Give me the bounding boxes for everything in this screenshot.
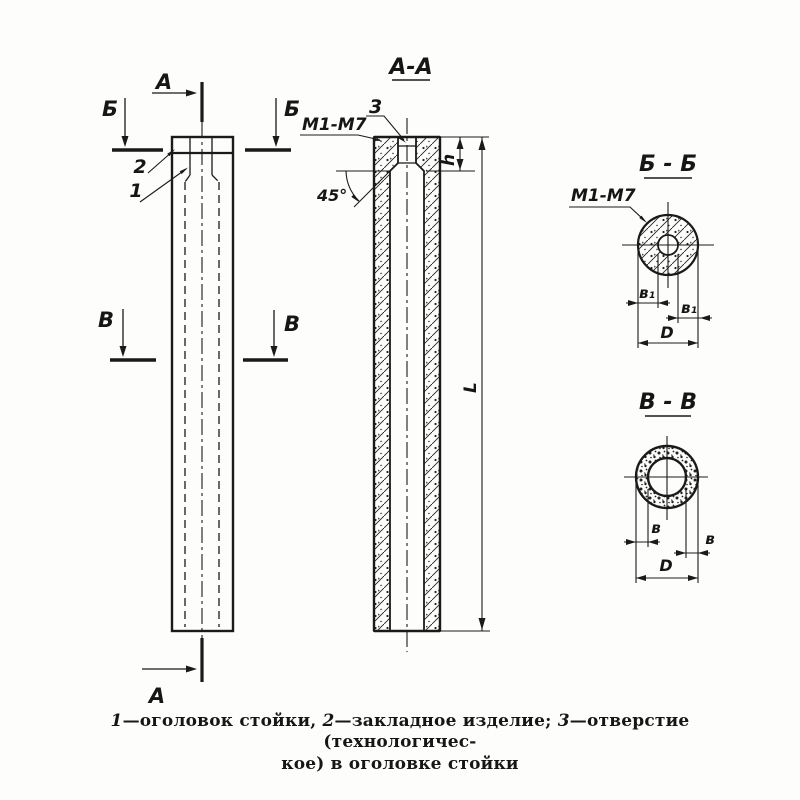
cut-arrow-icon	[186, 666, 197, 673]
m1m7-label: М1-М7	[302, 115, 367, 135]
section-vv	[624, 390, 715, 583]
dim-arrow-icon	[626, 539, 636, 545]
caption-num-3: 3	[557, 711, 570, 731]
cut-arrow-icon	[186, 90, 197, 97]
dim-arrow-icon	[698, 550, 708, 556]
arc-arrow-icon	[351, 194, 359, 202]
cut-mark-v-right	[243, 310, 300, 360]
dim-d-label: D	[660, 323, 674, 342]
dim-d	[638, 323, 698, 346]
cut-label-b-left: Б	[101, 97, 119, 121]
dim-v1-left-label: в₁	[638, 284, 656, 302]
cut-label-b-right: Б	[283, 97, 301, 121]
cut-mark-a-top	[152, 70, 202, 122]
dim-h-label: h	[439, 153, 459, 166]
callout-3	[366, 96, 406, 143]
callout-3-label: 3	[369, 96, 383, 118]
cut-arrow-icon	[273, 136, 280, 147]
caption-num-2: 2	[322, 711, 335, 731]
cut-label-v-right: В	[283, 312, 301, 336]
m1m7-callout	[569, 186, 647, 223]
cut-mark-b-right	[245, 97, 300, 150]
cut-label-a-bottom: А	[148, 684, 166, 708]
section-aa	[300, 55, 490, 652]
dim-l	[440, 137, 490, 631]
section-vv-title: В - В	[639, 390, 697, 415]
cut-label-a-top: А	[155, 70, 173, 94]
left-wall-concrete	[374, 137, 398, 631]
dim-arrow-icon	[658, 300, 668, 306]
cut-arrow-icon	[120, 346, 127, 357]
dim-v-right-label: в	[705, 530, 715, 548]
dim-v-left-label: в	[651, 519, 661, 537]
dim-arrow-icon	[628, 300, 638, 306]
section-aa-title: А-А	[389, 55, 433, 80]
caption-text-3: —отверстие (технологичес-	[323, 711, 690, 753]
callout-2	[133, 149, 175, 178]
m1m7-label: М1-М7	[571, 186, 636, 206]
dim-d	[636, 556, 698, 581]
head-hole-edges	[190, 137, 212, 175]
dim-l-label: L	[461, 382, 481, 393]
caption-line-1	[111, 711, 690, 752]
dim-arrow-icon	[648, 539, 658, 545]
cut-mark-v-left	[98, 308, 156, 360]
dim-arrow-icon	[479, 138, 486, 150]
cut-mark-a-bottom	[142, 638, 202, 708]
dim-arrow-icon	[688, 340, 698, 346]
dim-arrow-icon	[457, 138, 464, 149]
cut-arrow-icon	[271, 346, 278, 357]
angle-45-label: 45°	[317, 186, 348, 205]
dim-arrow-icon	[479, 618, 486, 630]
callout-1-label: 1	[129, 180, 143, 202]
caption-num-1: 1	[110, 711, 123, 731]
cut-mark-b-left	[102, 97, 163, 150]
figure-caption	[70, 711, 730, 775]
dim-arrow-icon	[668, 315, 678, 321]
dim-arrow-icon	[676, 550, 686, 556]
caption-line-2: кое) в оголовке стойки	[281, 753, 519, 774]
dim-d-label: D	[659, 556, 673, 575]
front-view	[98, 70, 300, 708]
dim-v1-right-label: в₁	[680, 299, 698, 317]
right-wall-concrete	[416, 137, 440, 631]
crosshair-lines	[622, 202, 714, 288]
callout-2-label: 2	[133, 156, 147, 178]
section-bb	[569, 152, 714, 348]
caption-text-1: —оголовок стойки,	[122, 711, 323, 731]
section-bb-title: Б - Б	[639, 152, 697, 177]
dim-arrow-icon	[700, 315, 710, 321]
dim-arrow-icon	[636, 575, 646, 581]
m1m7-callout	[300, 115, 382, 141]
dim-arrow-icon	[688, 575, 698, 581]
cut-label-v-left: В	[97, 308, 115, 332]
dim-arrow-icon	[638, 340, 648, 346]
cut-arrow-icon	[122, 136, 129, 147]
caption-text-2: —закладное изделие;	[334, 711, 558, 731]
